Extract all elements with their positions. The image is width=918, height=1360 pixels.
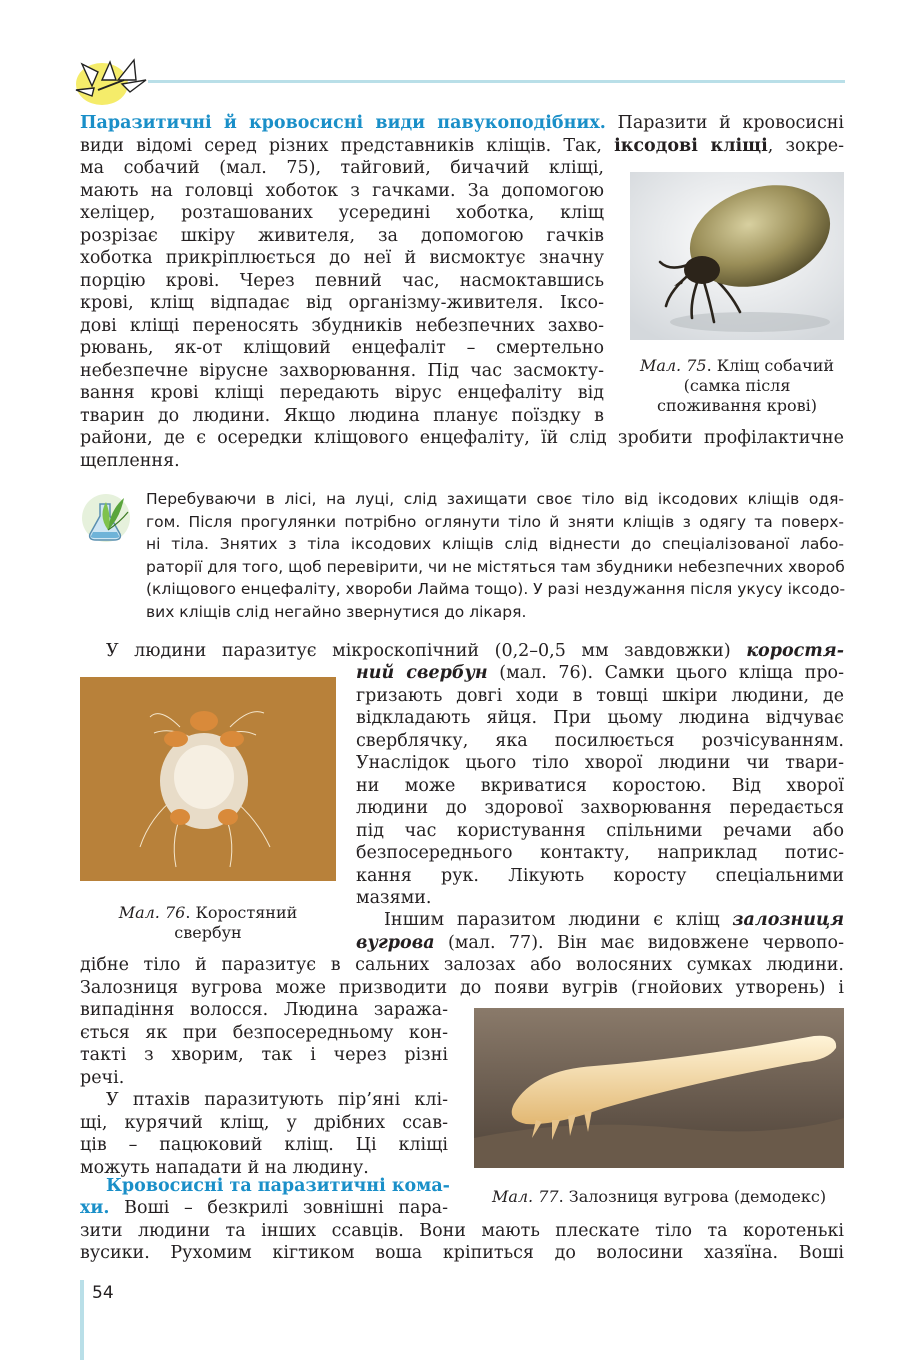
paragraph-line: крові, кліщ відпадає від організму-живителя. Іксо- <box>80 293 604 313</box>
header-rule <box>148 80 845 83</box>
paragraph-line: тварин до людини. Якщо людина планує поїздку в <box>80 406 604 426</box>
term: залозниця <box>732 910 844 930</box>
paragraph-line: під час користування спільними речами або <box>356 821 844 841</box>
paragraph-line: вусики. Рухомим кігтиком воша кріпиться до волосини хазяїна. Воші <box>80 1243 844 1263</box>
paragraph-line: дібне тіло й паразитує в сальних залозах або волосяних сумках людини. <box>80 955 844 975</box>
paragraph-line: сверблячку, яка посилюється розчісуванням. <box>356 731 844 751</box>
paragraph-line: мазями. <box>356 888 432 908</box>
paragraph-line: Іншим паразитом людини є кліщ залозниця <box>384 910 844 930</box>
paragraph-line <box>106 1175 448 1198</box>
section-heading: Паразитичні й кровосисні види павукоподібних. <box>80 113 606 133</box>
paragraph-line: У людини паразитує мікроскопічний (0,2–0,5 мм завдовжки) коростя- <box>106 641 844 661</box>
figure-number: Мал. 77 <box>491 1187 559 1206</box>
paragraph-line: рювань, як-от кліщовий енцефаліт – смертельно <box>80 338 604 358</box>
page-margin-bar <box>80 1280 84 1360</box>
paragraph-line: щеплення. <box>80 451 180 471</box>
note-line: раторії для того, щоб перевірити, чи не містяться там збудники небезпечних хвороб <box>146 558 845 576</box>
paragraph-line: такті з хворим, так і через різні <box>80 1045 448 1065</box>
paragraph-line: випадіння волосся. Людина заража- <box>80 1000 448 1020</box>
paragraph-line: щі, курячий кліщ, у дрібних ссав- <box>80 1113 448 1133</box>
figure-caption-77: Мал. 77. Залозниця вугрова (демодекс) <box>491 1187 827 1206</box>
paragraph-line: ців – пацюковий кліщ. Ці кліщі <box>80 1135 448 1155</box>
demodex-photo <box>474 1008 844 1168</box>
figure-caption-75: Мал. 75. Кліщ собачий (самка після споживання крові) <box>639 356 835 415</box>
paragraph-line: мають на головці хоботок з гачками. За допомогою <box>80 181 604 201</box>
paragraph-line: гризають довгі ходи в товщі шкіри людини, де <box>356 686 844 706</box>
paragraph-line: можуть нападати й на людину. <box>80 1158 369 1178</box>
tick-photo <box>630 172 844 340</box>
paragraph-line: види відомі серед різних представників кліщів. Так, іксодові кліщі, зокре- <box>80 136 844 156</box>
paragraph-line: відкладають яйця. При цьому людина відчуває <box>356 708 844 728</box>
paragraph-line: У птахів паразитують пір’яні клі- <box>106 1090 448 1110</box>
paragraph-line: хоботка прикріплюється до неї й висмоктує значну <box>80 248 604 268</box>
paragraph-line: порцію крові. Через певний час, насмоктавшись <box>80 271 604 291</box>
butterfly-icon <box>72 50 150 106</box>
paragraph-line: Паразитичні й кровосисні види павукоподібних. Паразити й кровосисні <box>80 113 845 133</box>
paragraph-line: ма собачий (мал. 75), тайговий, бичачий кліщі, <box>80 158 604 178</box>
paragraph-line: безпосереднього контакту, наприклад потис- <box>356 843 844 863</box>
paragraph-line: ється як при безпосередньому кон- <box>80 1023 448 1043</box>
term: вугрова <box>356 933 435 953</box>
note-line: гом. Після прогулянки потрібно оглянути тіло й зняти кліщів з одягу та поверх- <box>146 513 844 531</box>
term: іксодові кліщі <box>614 136 768 156</box>
page-number: 54 <box>92 1283 114 1303</box>
figure-number: Мал. 75 <box>639 356 707 375</box>
paragraph-line: хи. Воші – безкрилі зовнішні пара- <box>80 1198 448 1218</box>
section-heading: хи. <box>80 1198 110 1218</box>
paragraph-line: речі. <box>80 1068 125 1088</box>
section-heading: Кровосисні та паразитичні кома- <box>106 1176 450 1196</box>
paragraph-line: небезпечне вірусне захворювання. Під час засмокту- <box>80 361 604 381</box>
paragraph-line: вугрова (мал. 77). Він має видовжене червопо- <box>356 933 844 953</box>
paragraph-line: вання крові кліщі передають вірус енцефаліту від <box>80 383 604 403</box>
paragraph-line: Залозниця вугрова може призводити до появи вугрів (гнойових утворень) і <box>80 978 844 998</box>
term: ний свербун <box>356 663 488 683</box>
figure-number: Мал. 76 <box>118 903 186 922</box>
paragraph-line: райони, де є осередки кліщового енцефаліту, їй слід зробити профілактичне <box>80 428 844 448</box>
paragraph-line: ни може вкриватися коростою. Від хворої <box>356 776 844 796</box>
paragraph-line: людини до здорової захворювання передається <box>356 798 844 818</box>
paragraph-line: розрізає шкіру живителя, за допомогою гачків <box>80 226 604 246</box>
paragraph-line: дові кліщі переносять збудників небезпечних захво- <box>80 316 604 336</box>
note-line: вих кліщів слід негайно звернутися до лікаря. <box>146 603 527 621</box>
note-line: Перебуваючи в лісі, на луці, слід захищати своє тіло від іксодових кліщів одя- <box>146 490 844 508</box>
paragraph-line: зити людини та інших ссавців. Вони мають плескате тіло та коротенькі <box>80 1221 844 1241</box>
note-line: (кліщового енцефаліту, хвороби Лайма тощо). У разі нездужання після укусу іксодо- <box>146 580 846 598</box>
paragraph-line: кання рук. Лікують коросту спеціальними <box>356 866 844 886</box>
plant-flask-icon <box>80 490 132 546</box>
figure-caption-76: Мал. 76. Коростяний свербун <box>118 903 298 942</box>
itch-mite-photo <box>80 677 336 881</box>
paragraph-line: ний свербун (мал. 76). Самки цього кліща про- <box>356 663 844 683</box>
paragraph-line: Унаслідок цього тіло хворої людини чи твари- <box>356 753 844 773</box>
term: коростя- <box>746 641 844 661</box>
note-line: ні тіла. Знятих з тіла іксодових кліщів слід віднести до спеціалізованої лабо- <box>146 535 844 553</box>
paragraph-line: хеліцер, розташованих усередині хоботка, кліщ <box>80 203 604 223</box>
